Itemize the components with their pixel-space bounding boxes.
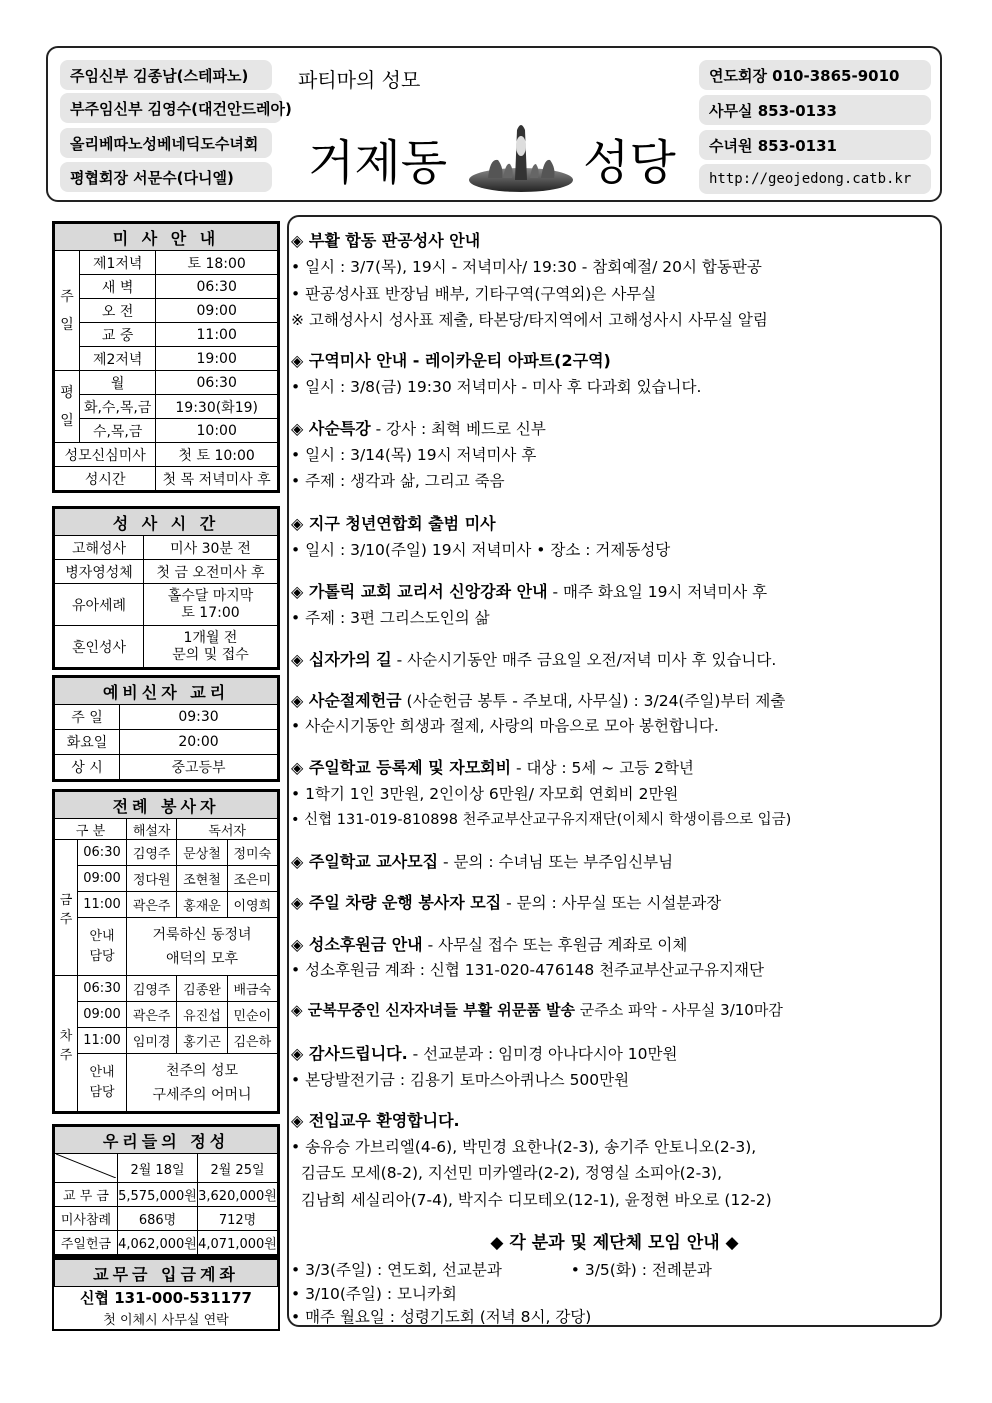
- class-day: 화요일: [55, 730, 120, 755]
- meeting-line: • 3/3(주일) : 연도회, 선교분과 • 3/5(화) : 전례분과: [291, 1261, 712, 1279]
- reader: 문상철: [177, 840, 227, 866]
- mass-time: 첫 토 10:00: [156, 443, 278, 467]
- notice-heading-row: [291, 1041, 677, 1064]
- mass-time: 11:00: [156, 323, 278, 347]
- account-number: 신협 131-000-531177: [80, 1289, 252, 1308]
- reader: 조은미: [227, 866, 277, 892]
- usher-label: 안내 담당: [78, 1054, 127, 1112]
- reader: 배금숙: [227, 976, 277, 1002]
- parish-title-left: 거제동: [308, 135, 448, 191]
- offering-label: 미사참례: [55, 1207, 118, 1231]
- pastor-label: 주임신부 김종남(스테파노): [60, 60, 272, 90]
- mass-time: 첫 목 저녁미사 후: [156, 467, 278, 491]
- notice-line: 김남희 세실리아(7-4), 박지수 디모테오(12-1), 윤정현 바오로 (12-2): [291, 1191, 772, 1209]
- mass-name: 성모신심미사: [55, 443, 156, 467]
- notice-heading-detail: 군주소 파악 - 사무실 3/10마감: [574, 1001, 783, 1019]
- liturgy-servers-table: [52, 789, 280, 1114]
- sacrament-name: 병자영성체: [55, 560, 144, 584]
- commentator: 임미경: [127, 1028, 177, 1054]
- notice-heading: ◈ 주일 차량 운행 봉사자 모집: [291, 893, 502, 912]
- notice-line: • 신협 131-019-810898 천주교부산교구유지재단(이체시 학생이름으로 입금): [291, 812, 792, 828]
- server-time: 11:00: [78, 892, 127, 918]
- diagonal-line-icon: [56, 1154, 116, 1178]
- offering-value: 5,575,000원: [118, 1183, 198, 1207]
- catechumen-title: 예비신자 교리: [55, 678, 278, 705]
- notice-heading: ◈ 성소후원금 안내: [291, 935, 423, 954]
- server-time: 09:00: [78, 1002, 127, 1028]
- notice-heading-detail: - 매주 화요일 19시 저녁미사 후: [547, 583, 768, 601]
- notice-heading-row: [291, 849, 673, 872]
- sisters-label: 올리베따노성베네딕도수녀회: [60, 128, 272, 158]
- server-time: 06:30: [78, 976, 127, 1002]
- account-title: 교무금 입금계좌: [55, 1260, 278, 1287]
- reader: 김종완: [177, 976, 227, 1002]
- sacrament-time: 미사 30분 전: [144, 536, 278, 560]
- sacrament-time: 홀수달 마지막 토 17:00: [144, 584, 278, 626]
- class-day: 상 시: [55, 755, 120, 780]
- mass-time: 토 18:00: [156, 251, 278, 275]
- class-time: 09:30: [120, 705, 278, 730]
- col-header: 구 분: [55, 819, 127, 840]
- notice-line: • 판공성사표 반장님 배부, 기타구역(구역외)은 사무실: [291, 285, 657, 303]
- offering-value: 4,062,000원: [118, 1231, 198, 1255]
- reader: 이영희: [227, 892, 277, 918]
- reader: 김은하: [227, 1028, 277, 1054]
- parish-title-right: 성당: [583, 135, 676, 191]
- mass-time: 09:00: [156, 299, 278, 323]
- sacrament-name: 혼인성사: [55, 626, 144, 668]
- reader: 유진섭: [177, 1002, 227, 1028]
- mass-name: 성시간: [55, 467, 156, 491]
- commentator: 곽은주: [127, 892, 177, 918]
- notice-heading: ◈ 감사드립니다.: [291, 1044, 408, 1063]
- notice-heading: ◈ 구역미사 안내 - 레이카운티 아파트(2구역): [291, 351, 611, 370]
- server-time: 09:00: [78, 866, 127, 892]
- mass-name: 제2저녁: [80, 347, 156, 371]
- mass-name: 수,목,금: [80, 419, 156, 443]
- notice-heading: ◈ 부활 합동 판공성사 안내: [291, 231, 481, 250]
- notice-line: • 주제 : 3편 그리스도인의 삶: [291, 609, 490, 627]
- this-week-label: 금 주: [55, 840, 78, 976]
- meeting-line: • 3/10(주일) : 모니카회: [291, 1285, 457, 1303]
- offering-label: 교 무 금: [55, 1183, 118, 1207]
- usher-groups: 거룩하신 동정녀 애덕의 모후: [127, 918, 278, 976]
- notice-heading-detail: - 문의 : 사무실 또는 시설분과장: [501, 894, 722, 912]
- notice-heading-row: [291, 999, 783, 1020]
- reader: 조현철: [177, 866, 227, 892]
- notice-heading: ◈ 지구 청년연합회 출범 미사: [291, 514, 496, 533]
- notice-line: • 송유승 가브리엘(4-6), 박민경 요한나(2-3), 송기주 안토니오(2-3),: [291, 1138, 757, 1156]
- sunday-label: 주 일: [55, 251, 80, 371]
- server-time: 06:30: [78, 840, 127, 866]
- notice-heading-detail: - 강사 : 최혁 베드로 신부: [370, 420, 546, 438]
- class-day: 주 일: [55, 705, 120, 730]
- mass-name: 제1저녁: [80, 251, 156, 275]
- usher-groups: 천주의 성모 구세주의 어머니: [127, 1054, 278, 1112]
- servers-title: 전례 봉사자: [55, 792, 278, 819]
- offering-value: 3,620,000원: [198, 1183, 278, 1207]
- notice-line: • 일시 : 3/7(목), 19시 - 저녁미사/ 19:30 - 참회예절/ 20시 합동판공: [291, 258, 762, 276]
- notice-line: • 1학기 1인 3만원, 2인이상 6만원/ 자모회 연회비 2만원: [291, 785, 679, 803]
- col-header: 독서자: [177, 819, 278, 840]
- mass-time: 19:00: [156, 347, 278, 371]
- sacrament-time: 첫 금 오전미사 후: [144, 560, 278, 584]
- mass-time: 19:30(화19): [156, 395, 278, 419]
- sacrament-name: 유아세례: [55, 584, 144, 626]
- assistant-pastor-label: 부주임신부 김영수(대건안드레아): [60, 93, 282, 123]
- class-time: 중고등부: [120, 755, 278, 780]
- church-logo-icon: [468, 118, 574, 196]
- offering-value: 712명: [198, 1207, 278, 1231]
- notice-line: • 성소후원금 계좌 : 신협 131-020-476148 천주교부산교구유지재단: [291, 961, 764, 979]
- next-week-label: 차 주: [55, 976, 78, 1112]
- offering-table: [52, 1124, 280, 1257]
- funeral-head-phone: 연도회장 010-3865-9010: [699, 60, 931, 90]
- notice-heading-row: [291, 688, 785, 711]
- commentator: 정다원: [127, 866, 177, 892]
- notice-line: • 사순시기동안 희생과 절제, 사랑의 마음으로 모아 봉헌합니다.: [291, 717, 719, 735]
- reader: 정미숙: [227, 840, 277, 866]
- notice-heading-detail: - 사무실 접수 또는 후원금 계좌로 이체: [422, 936, 688, 954]
- col-header: 해설자: [127, 819, 177, 840]
- notice-heading-row: [291, 755, 694, 778]
- notice-heading: ◈ 사순절제헌금: [291, 691, 402, 710]
- offering-date: 2월 25일: [198, 1154, 278, 1183]
- mass-name: 새 벽: [80, 275, 156, 299]
- website-link[interactable]: http://geojedong.catb.kr: [699, 164, 931, 194]
- council-president-label: 평협회장 서문수(다니엘): [60, 162, 272, 192]
- mass-schedule-title: 미 사 안 내: [55, 224, 278, 251]
- sacraments-table: [52, 506, 280, 670]
- commentator: 김영주: [127, 976, 177, 1002]
- offering-value: 686명: [118, 1207, 198, 1231]
- sacrament-name: 고해성사: [55, 536, 144, 560]
- sacraments-title: 성 사 시 간: [55, 509, 278, 536]
- notice-line: • 일시 : 3/8(금) 19:30 저녁미사 - 미사 후 다과회 있습니다.: [291, 378, 702, 396]
- weekday-label: 평 일: [55, 371, 80, 443]
- mass-name: 교 중: [80, 323, 156, 347]
- catechumen-table: [52, 675, 280, 782]
- notice-heading-detail: (사순헌금 봉투 - 주보대, 사무실) : 3/24(주일)부터 제출: [401, 692, 786, 710]
- notice-heading-row: [291, 416, 546, 439]
- parish-subtitle: 파티마의 성모: [298, 68, 421, 92]
- notice-heading-detail: - 사순시기동안 매주 금요일 오전/저녁 미사 후 있습니다.: [391, 651, 777, 669]
- notice-line: • 본당발전기금 : 김용기 토마스아퀴나스 500만원: [291, 1071, 630, 1089]
- notice-line: • 일시 : 3/14(목) 19시 저녁미사 후: [291, 446, 537, 464]
- commentator: 김영주: [127, 840, 177, 866]
- reader: 홍재운: [177, 892, 227, 918]
- office-phone: 사무실 853-0133: [699, 95, 931, 125]
- notice-heading: ◈ 사순특강: [291, 419, 371, 438]
- notice-line: • 일시 : 3/10(주일) 19시 저녁미사 • 장소 : 거제동성당: [291, 541, 671, 559]
- usher-label: 안내 담당: [78, 918, 127, 976]
- mass-name: 오 전: [80, 299, 156, 323]
- notice-heading: ◈ 십자가의 길: [291, 650, 392, 669]
- class-time: 20:00: [120, 730, 278, 755]
- notice-line: 김금도 모세(8-2), 지선민 미카엘라(2-2), 정영실 소피아(2-3),: [291, 1164, 723, 1182]
- server-time: 11:00: [78, 1028, 127, 1054]
- meetings-title: ◆ 각 분과 및 제단체 모임 안내 ◆: [490, 1233, 739, 1253]
- account-note: 첫 이체시 사무실 연락: [103, 1313, 229, 1328]
- meeting-line: • 매주 월요일 : 성령기도회 (저녁 8시, 강당): [291, 1308, 592, 1326]
- mass-name: 월: [80, 371, 156, 395]
- offering-value: 4,071,000원: [198, 1231, 278, 1255]
- convent-phone: 수녀원 853-0131: [699, 130, 931, 160]
- parish-title: [308, 110, 678, 200]
- diagonal-cell: [55, 1154, 118, 1183]
- notice-heading-detail: - 선교분과 : 임미경 아나다시아 10만원: [407, 1045, 678, 1063]
- reader: 홍기곤: [177, 1028, 227, 1054]
- sacrament-time: 1개월 전 문의 및 접수: [144, 626, 278, 668]
- offering-date: 2월 18일: [118, 1154, 198, 1183]
- commentator: 곽은주: [127, 1002, 177, 1028]
- notice-heading-row: [291, 647, 776, 670]
- notice-line: • 주제 : 생각과 삶, 그리고 죽음: [291, 472, 505, 490]
- notice-heading: ◈ 군복무중인 신자자녀들 부활 위문품 발송: [291, 1001, 575, 1019]
- offering-title: 우리들의 정성: [55, 1127, 278, 1154]
- notice-line: ※ 고해성사시 성사표 제출, 타본당/타지역에서 고해성사시 사무실 알림: [291, 311, 768, 329]
- notice-heading: ◈ 전입교우 환영합니다.: [291, 1111, 460, 1130]
- notice-heading-detail: - 문의 : 수녀님 또는 부주임신부님: [438, 853, 674, 871]
- notice-heading-row: [291, 579, 767, 602]
- mass-schedule-table: [52, 221, 280, 493]
- mass-time: 10:00: [156, 419, 278, 443]
- notice-heading-row: [291, 932, 687, 955]
- notice-heading: ◈ 주일학교 교사모집: [291, 852, 439, 871]
- dues-account-table: [52, 1257, 280, 1331]
- notice-heading-row: [291, 890, 721, 913]
- mass-name: 화,수,목,금: [80, 395, 156, 419]
- notice-heading: ◈ 가톨릭 교회 교리서 신앙강좌 안내: [291, 582, 548, 601]
- notice-heading-detail: - 대상 : 5세 ~ 고등 2학년: [511, 759, 694, 777]
- notice-heading: ◈ 주일학교 등록제 및 자모회비: [291, 758, 512, 777]
- mass-time: 06:30: [156, 371, 278, 395]
- offering-label: 주일헌금: [55, 1231, 118, 1255]
- reader: 민순이: [227, 1002, 277, 1028]
- mass-time: 06:30: [156, 275, 278, 299]
